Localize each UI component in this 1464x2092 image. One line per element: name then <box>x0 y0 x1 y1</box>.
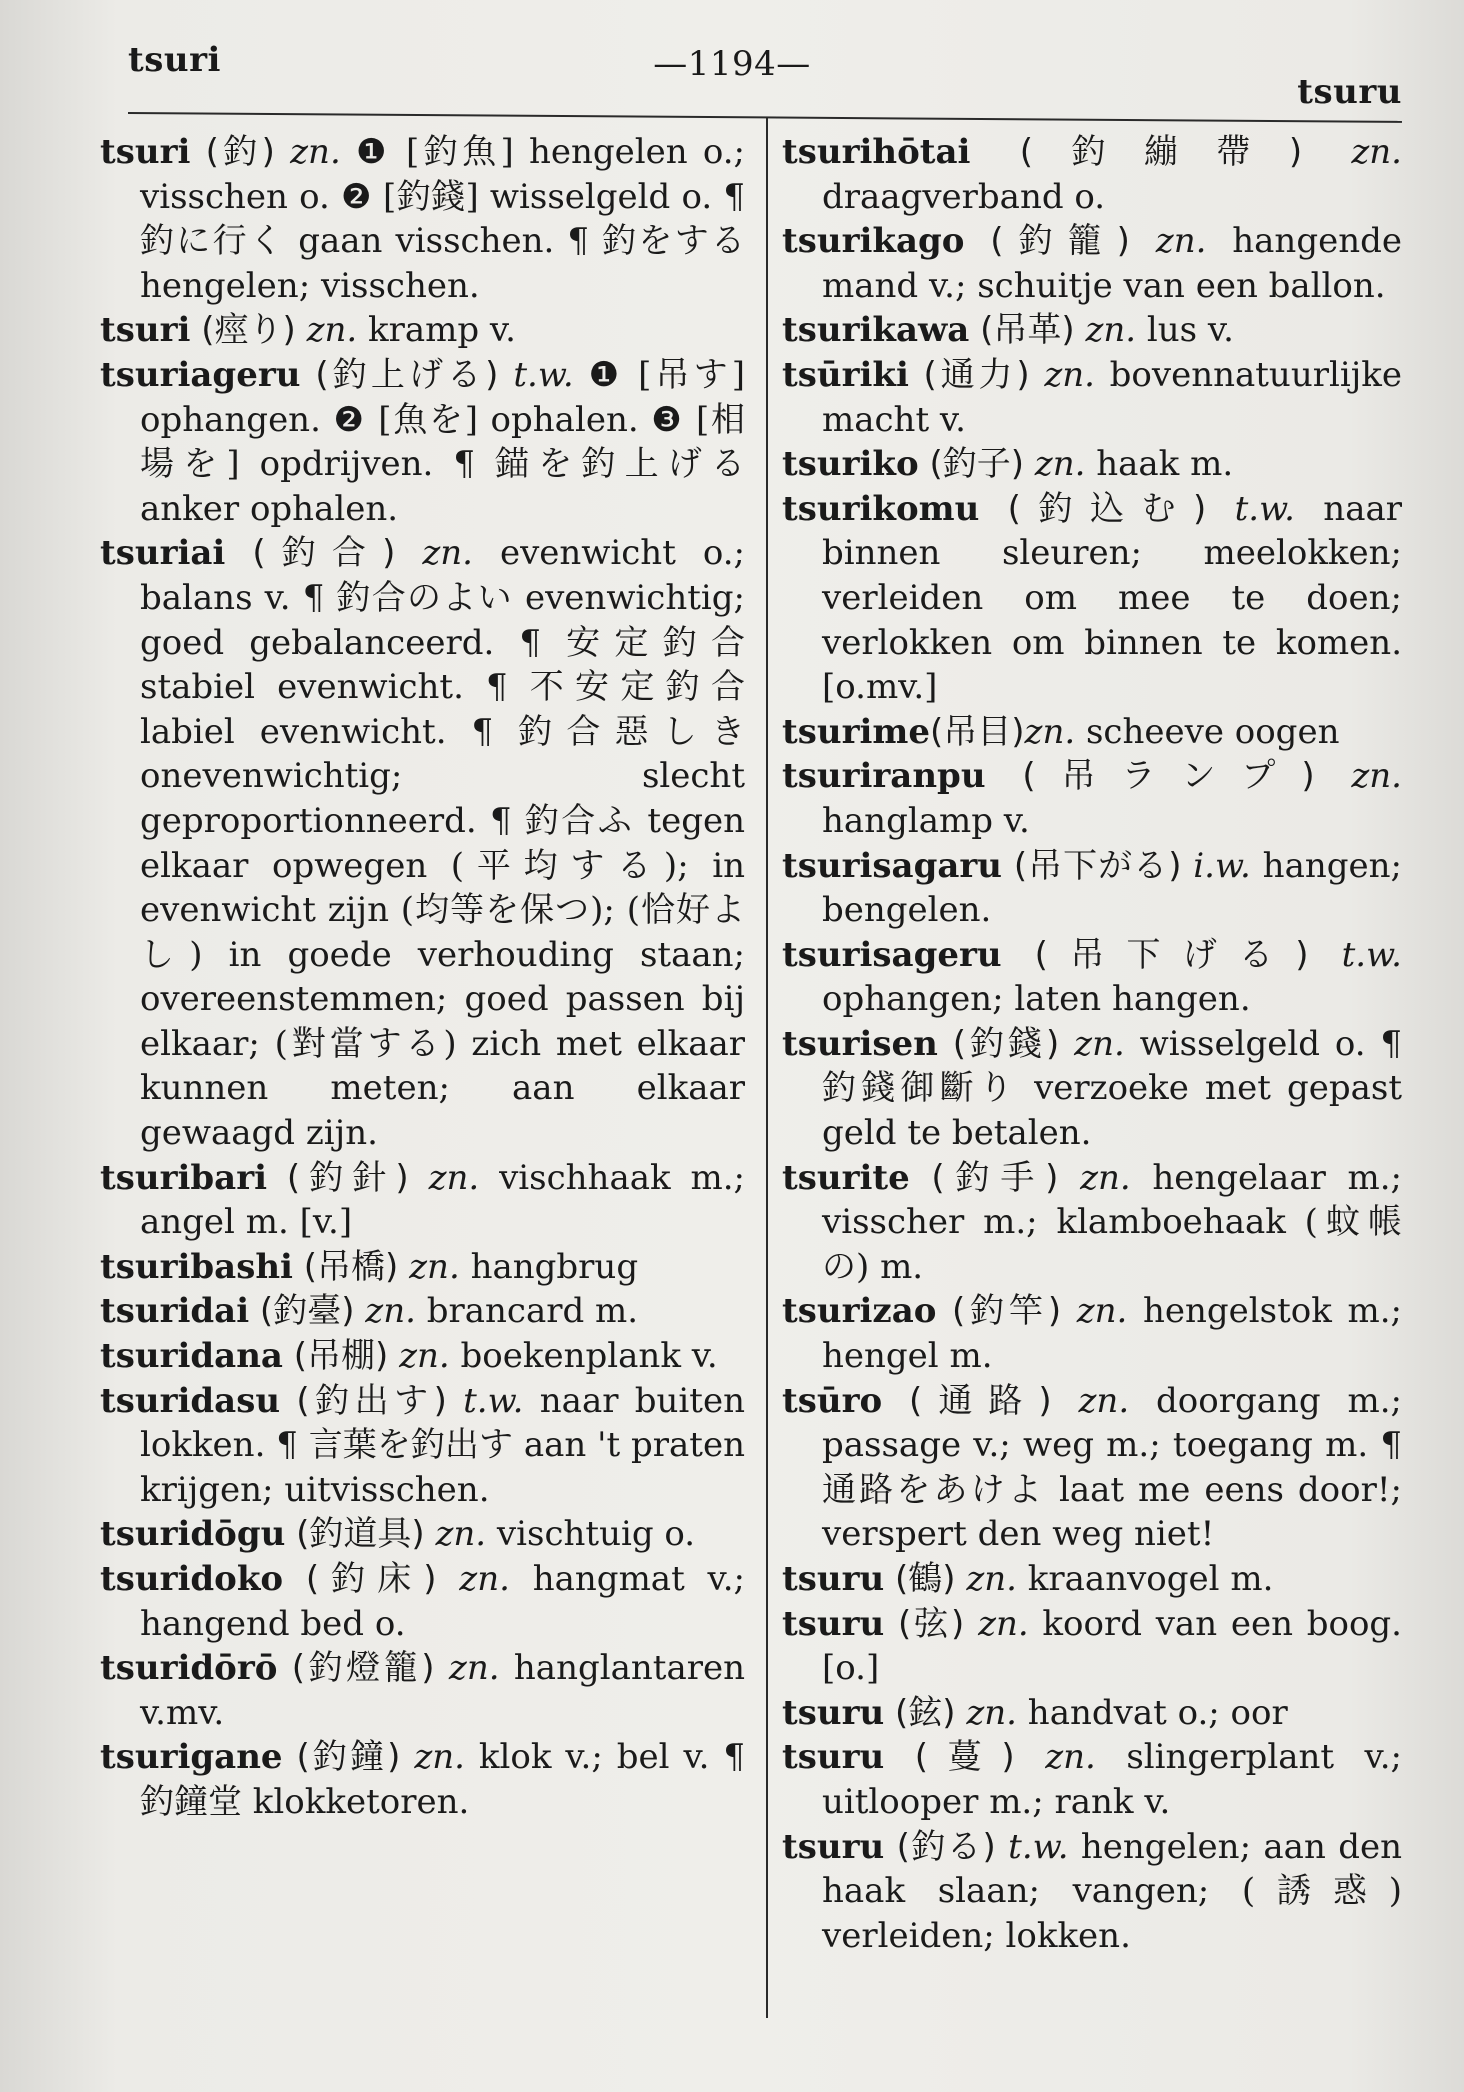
part-of-speech: zn. <box>1074 1023 1125 1064</box>
dictionary-entry <box>782 487 1402 710</box>
definition: hengelaar m.; visscher m.; klamboehaak (蚊帳の) m. <box>822 1157 1402 1287</box>
headword: tsuru <box>782 1826 885 1867</box>
part-of-speech: zn. <box>1351 756 1402 797</box>
part-of-speech: zn. <box>306 310 358 351</box>
headword: tsuribashi <box>100 1246 293 1287</box>
kanji-form: (釣錢) <box>937 1023 1075 1064</box>
part-of-speech: zn. <box>414 1737 465 1778</box>
dictionary-entry <box>100 1245 745 1290</box>
definition: kraanvogel m. <box>1016 1559 1274 1599</box>
kanji-form: (鶴) <box>884 1559 967 1599</box>
kanji-form: (吊橋) <box>292 1246 410 1287</box>
headword: tsuru <box>782 1737 885 1778</box>
dictionary-entry <box>782 844 1402 933</box>
dictionary-entry <box>782 353 1402 442</box>
dictionary-entry <box>100 1379 745 1513</box>
kanji-form: (弦) <box>884 1603 979 1644</box>
definition: bovennatuurlijke macht v. <box>822 354 1402 440</box>
kanji-form: (吊ランプ) <box>985 756 1352 797</box>
definition: vischhaak m.; angel m. [v.] <box>140 1157 745 1243</box>
definition: wisselgeld o. ¶ 釣錢御斷り verzoeke met gepast geld te betalen. <box>822 1023 1402 1154</box>
headword: tsuridōrō <box>100 1648 278 1689</box>
kanji-form: (釣燈籠) <box>277 1648 449 1689</box>
dictionary-entry <box>782 1825 1402 1959</box>
kanji-form: (釣子) <box>918 444 1035 485</box>
kanji-form: (吊棚) <box>282 1336 400 1377</box>
kanji-form: (通路) <box>882 1380 1079 1421</box>
dictionary-entry <box>100 1646 745 1735</box>
part-of-speech: i.w. <box>1193 845 1251 886</box>
definition: ophangen; laten hangen. <box>822 979 1251 1020</box>
definition: hengelen; aan den haak slaan; vangen; (誘惑) verleiden; lokken. <box>822 1826 1402 1956</box>
kanji-form: (吊下がる) <box>1002 845 1194 886</box>
headword: tsuribari <box>100 1157 268 1198</box>
dictionary-entry <box>782 710 1402 755</box>
running-head-left: tsuri <box>128 40 221 80</box>
definition: draagverband o. <box>822 176 1106 217</box>
dictionary-entry <box>100 1735 745 1824</box>
kanji-form: (釣上げる) <box>300 354 514 395</box>
part-of-speech: zn. <box>1034 444 1086 485</box>
headword: tsurite <box>782 1157 910 1198</box>
headword: tsurisageru <box>782 934 1002 975</box>
part-of-speech: zn. <box>966 1559 1017 1599</box>
definition: hangbrug <box>459 1246 639 1287</box>
dictionary-entry <box>782 1602 1402 1691</box>
kanji-form: (釣竿) <box>936 1291 1077 1332</box>
headword: tsurihōtai <box>782 132 971 172</box>
dictionary-entry <box>782 754 1402 843</box>
kanji-form: (釣臺) <box>249 1291 366 1332</box>
dictionary-entry <box>100 1512 745 1557</box>
headword: tsuriko <box>782 444 919 485</box>
headword: tsuriageru <box>100 354 301 395</box>
dictionary-entry <box>782 1735 1402 1824</box>
definition: hanglantaren v.mv. <box>140 1648 745 1733</box>
kanji-form: (吊目) <box>930 711 1025 752</box>
part-of-speech: zn. <box>1078 1380 1130 1421</box>
part-of-speech: t.w. <box>1234 488 1295 529</box>
definition: hanglamp v. <box>822 800 1030 841</box>
dictionary-entry <box>100 1156 745 1245</box>
definition: scheeve oogen <box>1075 711 1340 752</box>
headword: tsuriai <box>100 533 226 574</box>
dictionary-entry <box>782 308 1402 353</box>
kanji-form: (釣手) <box>909 1157 1081 1198</box>
headword: tsurikago <box>782 221 965 262</box>
definition: hangen; bengelen. <box>822 845 1402 931</box>
part-of-speech: zn. <box>459 1559 510 1599</box>
definition: koord van een boog. [o.] <box>822 1603 1402 1689</box>
definition: doorgang m.; passage v.; weg m.; toegang m. ¶ 通路をあけよ laat me eens door!; verspert den weg niet! <box>822 1380 1402 1555</box>
part-of-speech: t.w. <box>1008 1826 1069 1867</box>
kanji-form: (釣繃帶) <box>970 132 1352 172</box>
part-of-speech: zn. <box>1155 221 1207 262</box>
part-of-speech: zn. <box>1080 1157 1131 1198</box>
definition: hangende mand v.; schuitje van een ballon. <box>822 221 1402 306</box>
part-of-speech: zn. <box>1076 1291 1128 1332</box>
page-number: —1194— <box>653 44 811 84</box>
part-of-speech: zn. <box>428 1157 480 1198</box>
headword: tsuri <box>100 310 191 351</box>
kanji-form: (蔓) <box>884 1737 1046 1778</box>
kanji-form: (痙り) <box>190 310 307 351</box>
definition: klok v.; bel v. ¶ 釣鐘堂 klokketoren. <box>140 1737 745 1822</box>
definition: haak m. <box>1085 444 1234 485</box>
headword: tsuri <box>100 132 191 172</box>
definition: kramp v. <box>357 310 516 351</box>
headword: tsurizao <box>782 1291 937 1332</box>
part-of-speech: t.w. <box>1341 934 1402 975</box>
kanji-form: (釣合) <box>225 533 423 574</box>
kanji-form: (釣出す) <box>280 1380 464 1421</box>
headword: tsuridoko <box>100 1559 284 1599</box>
definition: vischtuig o. <box>486 1514 696 1555</box>
headword: tsuru <box>782 1692 885 1733</box>
part-of-speech: zn. <box>1351 132 1402 172</box>
definition: ❶ [吊す] ophangen. ❷ [魚を] ophalen. ❸ [相場を] opdrijven. ¶ 錨を釣上げる anker ophalen. <box>140 354 746 529</box>
part-of-speech: zn. <box>409 1246 460 1287</box>
kanji-form: (吊革) <box>969 310 1086 351</box>
kanji-form: (釣道具) <box>285 1514 436 1555</box>
dictionary-entry <box>782 1289 1402 1378</box>
part-of-speech: zn. <box>978 1603 1029 1644</box>
kanji-form: (吊下げる) <box>1001 934 1342 975</box>
definition: naar binnen sleuren; meelokken; verleiden om mee te doen; verlokken om binnen te komen. [o.mv.] <box>822 488 1402 708</box>
kanji-form: (釣) <box>190 132 291 172</box>
headword: tsuru <box>782 1603 885 1644</box>
part-of-speech: zn. <box>1045 1737 1096 1778</box>
definition: lus v. <box>1136 310 1234 351</box>
dictionary-entry <box>100 130 745 308</box>
dictionary-entry <box>100 1557 745 1646</box>
part-of-speech: zn. <box>966 1692 1017 1733</box>
part-of-speech: zn. <box>1024 711 1076 752</box>
headword: tsūro <box>782 1380 883 1421</box>
running-head-right: tsuru <box>1297 72 1402 112</box>
dictionary-entry <box>100 531 745 1155</box>
dictionary-entry <box>782 1379 1402 1557</box>
definition: hangmat v.; hangend bed o. <box>140 1559 745 1644</box>
headword: tsūriki <box>782 354 909 395</box>
kanji-form: (釣る) <box>884 1826 1009 1867</box>
headword: tsurikawa <box>782 310 970 351</box>
dictionary-entry <box>782 933 1402 1022</box>
part-of-speech: zn. <box>422 533 473 574</box>
kanji-form: (通力) <box>908 354 1045 395</box>
left-column <box>100 130 745 1825</box>
headword: tsuru <box>782 1559 885 1599</box>
dictionary-entry <box>782 442 1402 487</box>
kanji-form: (釣込む) <box>979 488 1235 529</box>
part-of-speech: zn. <box>399 1336 450 1377</box>
part-of-speech: zn. <box>1044 354 1095 395</box>
headword: tsuridōgu <box>100 1514 286 1555</box>
kanji-form: (釣針) <box>267 1157 429 1198</box>
header-rule <box>128 112 1402 123</box>
definition: evenwicht o.; balans v. ¶ 釣合のよい evenwichtig; goed gebalanceerd. ¶ 安定釣合 stabiel evenwicht. ¶ 不安定釣合 labiel evenwicht. ¶ 釣合惡しき onevenwichtig; slecht geproportionneerd. ¶ 釣合ふ tegen elkaar opwegen (平均する); in evenwicht zijn (均等を保つ); (恰好よし) in goede verhouding staan; overeenstemmen; goed passen bij elkaar; (對當する) zich met elkaar kunnen meten; aan elkaar gewaagd zijn. <box>140 533 745 1154</box>
definition: ❶ [釣魚] hengelen o.; visschen o. ❷ [釣錢] wisselgeld o. ¶ 釣に行く gaan visschen. ¶ 釣をする hengelen; visschen. <box>140 132 745 306</box>
part-of-speech: zn. <box>1085 310 1137 351</box>
part-of-speech: zn. <box>435 1514 487 1555</box>
column-divider <box>766 118 768 2018</box>
part-of-speech: zn. <box>448 1648 500 1689</box>
headword: tsuridasu <box>100 1380 281 1421</box>
definition: boekenplank v. <box>449 1336 718 1377</box>
dictionary-entry <box>100 308 745 353</box>
kanji-form: (鉉) <box>884 1692 967 1733</box>
headword: tsuriranpu <box>782 756 986 797</box>
kanji-form: (釣籠) <box>964 221 1156 262</box>
dictionary-entry <box>782 1156 1402 1290</box>
definition: hengelstok m.; hengel m. <box>822 1291 1402 1377</box>
dictionary-entry <box>100 353 745 531</box>
part-of-speech: zn. <box>365 1291 416 1332</box>
definition: slingerplant v.; uitlooper m.; rank v. <box>822 1737 1402 1822</box>
dictionary-entry <box>100 1334 745 1379</box>
headword: tsurikomu <box>782 488 980 529</box>
kanji-form: (釣鐘) <box>282 1737 415 1778</box>
right-column <box>782 130 1402 1958</box>
part-of-speech: t.w. <box>463 1380 524 1421</box>
part-of-speech: t.w. <box>513 354 574 395</box>
definition: brancard m. <box>415 1291 639 1332</box>
dictionary-entry <box>782 130 1402 219</box>
headword: tsurisagaru <box>782 845 1003 886</box>
headword: tsurigane <box>100 1737 283 1778</box>
headword: tsurime <box>782 711 931 752</box>
definition: naar buiten lokken. ¶ 言葉を釣出す aan 't praten krijgen; uitvisschen. <box>140 1380 745 1510</box>
part-of-speech: zn. <box>290 132 341 172</box>
kanji-form: (釣床) <box>283 1559 460 1599</box>
headword: tsuridai <box>100 1291 250 1332</box>
dictionary-entry <box>782 1022 1402 1156</box>
headword: tsurisen <box>782 1023 938 1064</box>
dictionary-entry <box>782 219 1402 308</box>
dictionary-entry <box>100 1289 745 1334</box>
headword: tsuridana <box>100 1336 283 1377</box>
definition: handvat o.; oor <box>1016 1692 1288 1733</box>
dictionary-entry <box>782 1557 1402 1602</box>
dictionary-entry <box>782 1691 1402 1736</box>
